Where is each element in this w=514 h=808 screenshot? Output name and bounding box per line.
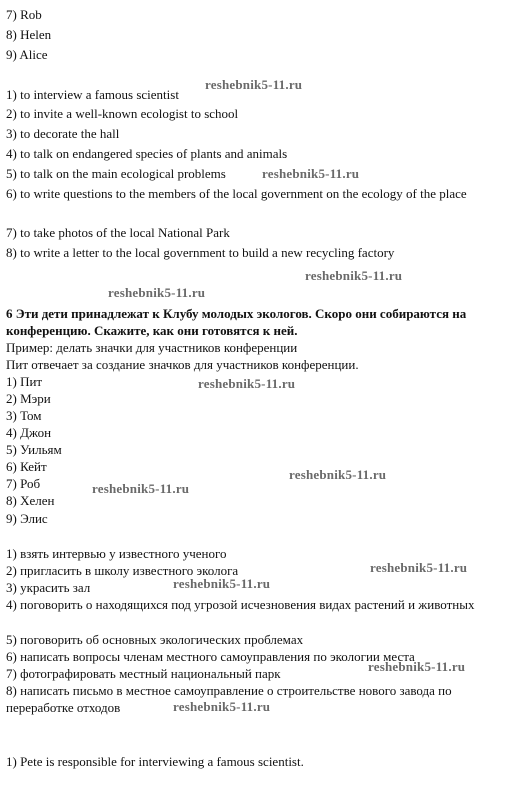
name-line-ru: 3) Том (6, 408, 42, 423)
name-line-ru: 2) Мэри (6, 391, 51, 406)
watermark: reshebnik5-11.ru (289, 467, 387, 482)
watermark: reshebnik5-11.ru (370, 560, 468, 575)
task-line: 5) to talk on the main ecological problems (6, 166, 226, 181)
watermark: reshebnik5-11.ru (368, 659, 466, 674)
name-line-ru: 9) Элис (6, 511, 48, 526)
name-line: 8) Helen (6, 27, 52, 42)
task-line-ru: 4) поговорить о находящихся под угрозой исчезновения видах растений и животных (6, 597, 475, 612)
task-line-ru: 1) взять интервью у известного ученого (6, 546, 227, 561)
task-line: 1) to interview a famous scientist (6, 87, 179, 102)
name-line-ru: 6) Кейт (6, 459, 47, 474)
task-line: 7) to take photos of the local National Park (6, 225, 230, 240)
example-label: Пример: делать значки для участников конференции (6, 340, 298, 355)
answer-line: 1) Pete is responsible for interviewing a famous scientist. (6, 754, 304, 769)
watermark: reshebnik5-11.ru (305, 268, 403, 283)
task-line-ru: 6) написать вопросы членам местного самоуправления по экологии места (6, 649, 415, 664)
watermark: reshebnik5-11.ru (262, 166, 360, 181)
watermark: reshebnik5-11.ru (173, 699, 271, 714)
task-line-ru: 7) фотографировать местный национальный парк (6, 666, 281, 681)
name-line-ru: 7) Роб (6, 476, 41, 491)
name-line-ru: 4) Джон (6, 425, 52, 440)
name-line-ru: 1) Пит (6, 374, 43, 389)
task-line: 3) to decorate the hall (6, 126, 120, 141)
task-line-ru: 8) написать письмо в местное самоуправление о строительстве нового завода по переработке отходов (6, 683, 452, 715)
name-line: 9) Alice (6, 47, 48, 62)
watermark: reshebnik5-11.ru (205, 77, 303, 92)
example-answer: Пит отвечает за создание значков для участников конференции. (6, 357, 359, 372)
task-line: 2) to invite a well-known ecologist to school (6, 106, 239, 121)
task-line-ru: 2) пригласить в школу известного эколога (6, 563, 239, 578)
task-line-ru: 5) поговорить об основных экологических проблемах (6, 632, 304, 647)
name-line-ru: 8) Хелен (6, 493, 55, 508)
task-line: 6) to write questions to the members of the local government on the ecology of the place (6, 186, 467, 201)
exercise-heading: 6 Эти дети принадлежат к Клубу молодых экологов. Скоро они собираются на конференцию. Скажите, как они готовятся к ней. (6, 306, 467, 338)
watermark: reshebnik5-11.ru (198, 376, 296, 391)
name-line-ru: 5) Уильям (6, 442, 62, 457)
watermark: reshebnik5-11.ru (173, 576, 271, 591)
task-line: 8) to write a letter to the local government to build a new recycling factory (6, 245, 395, 260)
watermark: reshebnik5-11.ru (92, 481, 190, 496)
task-line-ru: 3) украсить зал (6, 580, 91, 595)
name-line: 7) Rob (6, 7, 42, 22)
watermark: reshebnik5-11.ru (108, 285, 206, 300)
task-line: 4) to talk on endangered species of plants and animals (6, 146, 288, 161)
